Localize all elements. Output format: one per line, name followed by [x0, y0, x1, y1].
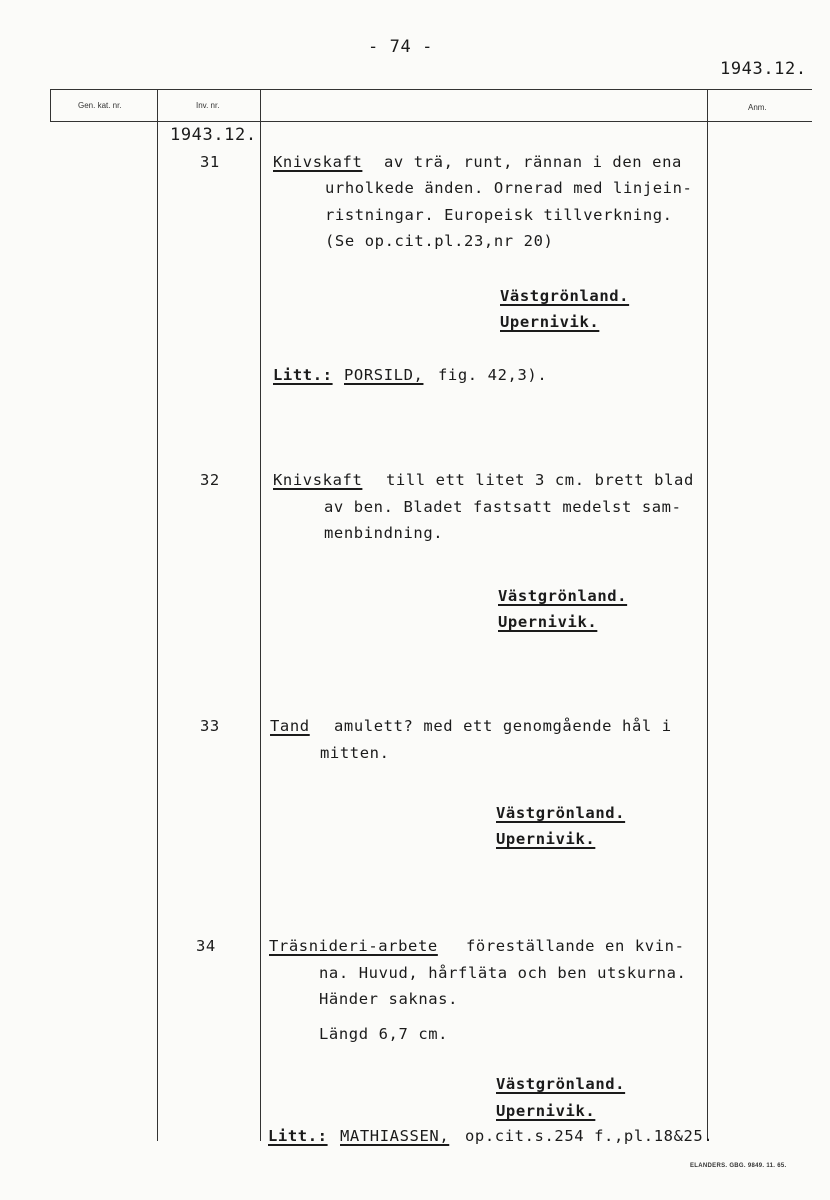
entry-term: Knivskaft [273, 471, 363, 489]
inv-number: 33 [200, 717, 220, 735]
inv-number: 34 [196, 937, 216, 955]
entry-line: (Se op.cit.pl.23,nr 20) [325, 232, 554, 250]
entry-line: amulett? med ett genomgående hål i [334, 717, 672, 735]
entry-line: urholkede änden. Ornerad med linjein- [325, 179, 693, 197]
entry-line: föreställande en kvin- [466, 937, 685, 955]
entry-region: Västgrönland. [496, 1075, 626, 1093]
header-top-rule [50, 89, 812, 90]
column-divider-3 [707, 89, 708, 1141]
header-anm: Anm. [748, 103, 767, 112]
column-divider-1 [157, 89, 158, 1141]
entry-place: Upernivik. [498, 613, 598, 631]
entry-region: Västgrönland. [498, 587, 628, 605]
litt-label: Litt.: [273, 366, 333, 384]
litt-author: MATHIASSEN, [340, 1127, 450, 1145]
header-inv: Inv. nr. [196, 101, 220, 110]
entry-line: av ben. Bladet fastsatt medelst sam- [324, 498, 682, 516]
entry-line: mitten. [320, 744, 390, 762]
header-gen-kat: Gen. kat. nr. [78, 101, 122, 110]
entry-line: Längd 6,7 cm. [319, 1025, 449, 1043]
entry-line: menbindning. [324, 524, 444, 542]
inv-number: 31 [200, 153, 220, 171]
litt-reference: op.cit.s.254 f.,pl.18&25. [465, 1127, 714, 1145]
entry-region: Västgrönland. [496, 804, 626, 822]
accession-number: 1943.12. [720, 59, 807, 79]
printer-mark: ELANDERS. GBG. 9849. 11. 65. [690, 1163, 787, 1169]
entry-place: Upernivik. [496, 830, 596, 848]
entry-line: na. Huvud, hårfläta och ben utskurna. [319, 964, 687, 982]
litt-author: PORSILD, [344, 366, 424, 384]
group-number: 1943.12. [170, 125, 257, 145]
entry-region: Västgrönland. [500, 287, 630, 305]
entry-place: Upernivik. [500, 313, 600, 331]
litt-label: Litt.: [268, 1127, 328, 1145]
entry-line: till ett litet 3 cm. brett blad [386, 471, 694, 489]
inv-number: 32 [200, 471, 220, 489]
entry-line: av trä, runt, rännan i den ena [384, 153, 682, 171]
entry-term: Träsnideri-arbete [269, 937, 438, 955]
entry-term: Tand [270, 717, 310, 735]
page-number: - 74 - [368, 37, 434, 57]
litt-reference: fig. 42,3). [438, 366, 548, 384]
left-border [50, 89, 51, 122]
entry-place: Upernivik. [496, 1102, 596, 1120]
entry-line: Händer saknas. [319, 990, 459, 1008]
entry-line: ristningar. Europeisk tillverkning. [325, 206, 673, 224]
entry-term: Knivskaft [273, 153, 363, 171]
header-bottom-rule [50, 121, 812, 122]
column-divider-2 [260, 89, 261, 1141]
